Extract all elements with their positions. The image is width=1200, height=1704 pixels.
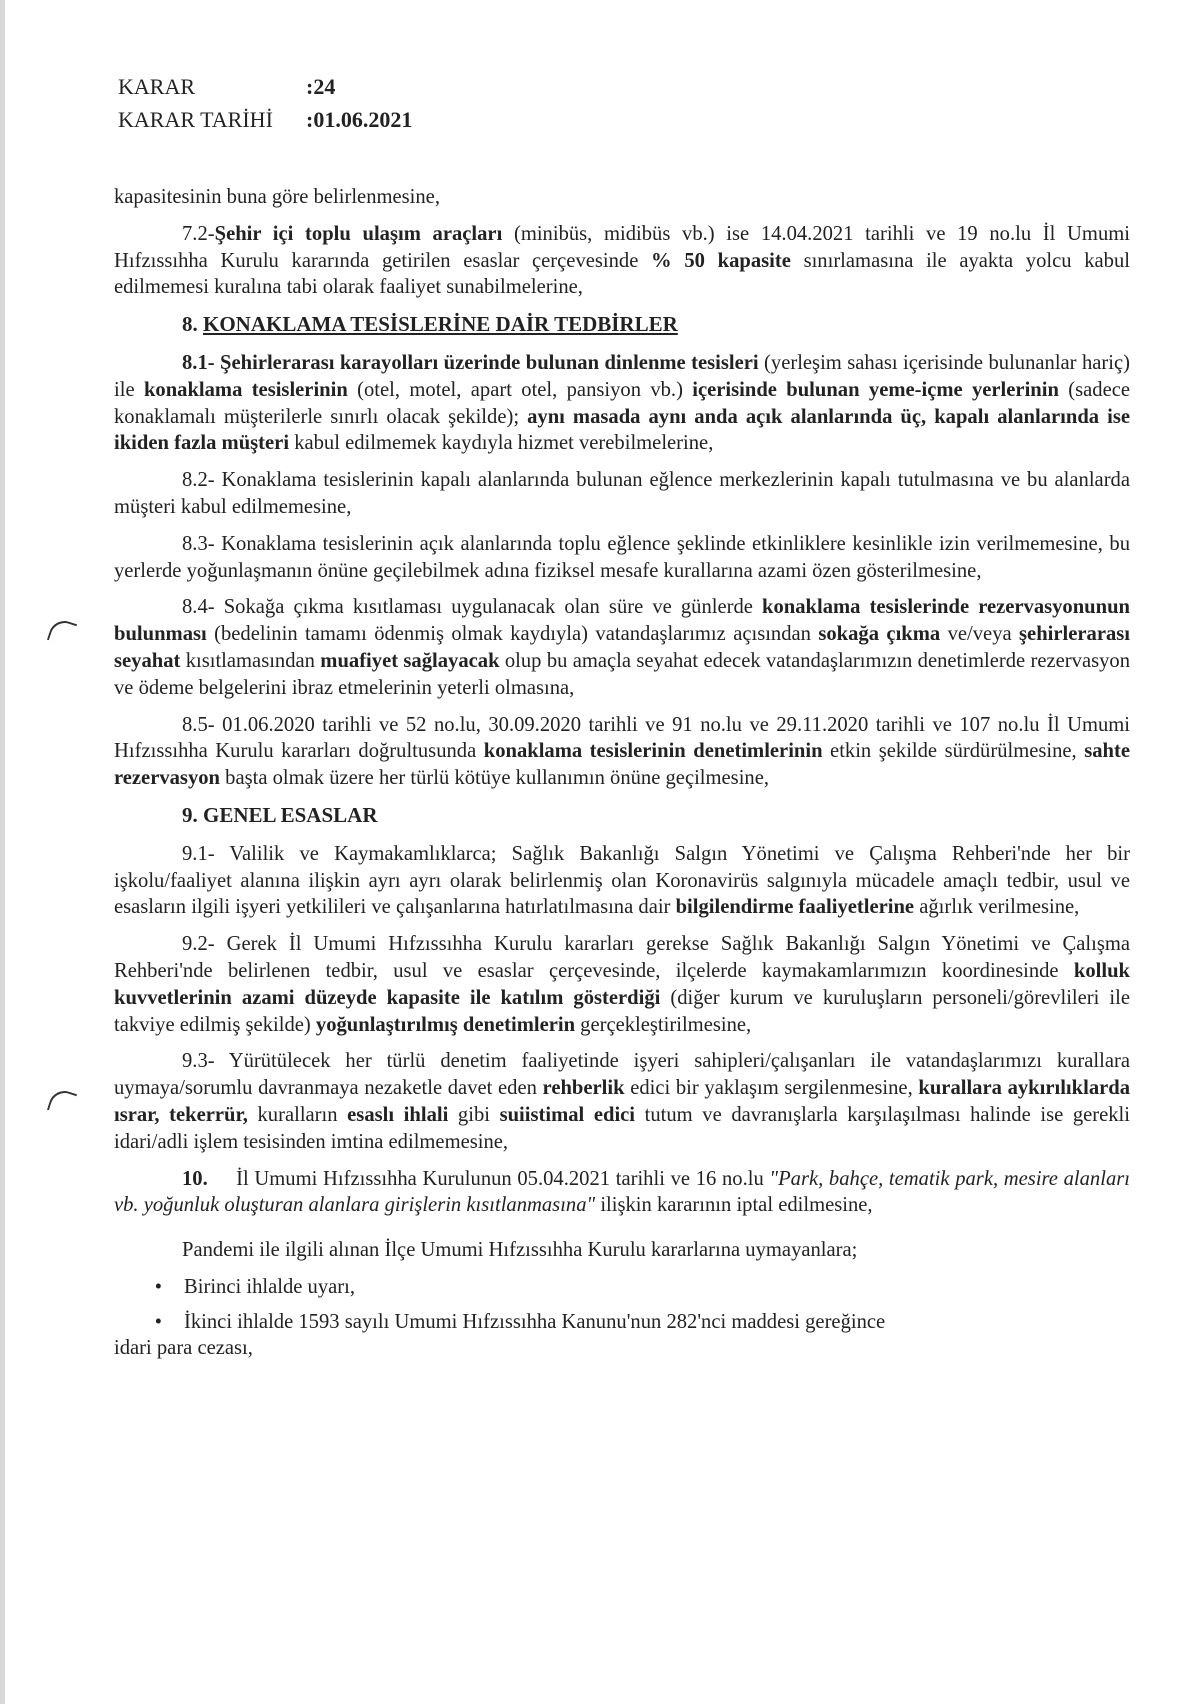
section-8-heading: 8. KONAKLAMA TESİSLERİNE DAİR TEDBİRLER [182,312,678,337]
decision-header [118,70,412,136]
paragraph-8-2: 8.2- Konaklama tesislerinin kapalı alanlarında bulunan eğlence merkezlerinin kapalı tutulmasına ve bu alanlarda müşteri kabul edilmemesine, [114,469,1130,518]
section-9-heading: 9. GENEL ESASLAR [182,802,378,827]
paragraph-9-3: 9.3- Yürütülecek her türlü denetim faaliyetinde işyeri sahipleri/çalışanları ile vatandaşlarımızı kurallara uymaya/sorumlu davranmaya nezaketle davet eden rehberlik edici bir yaklaşım sergilenmesine, kurallara aykırılıklarda ısrar, tekerrür, kuralların esaslı ihlali gibi suiistimal edici tutum ve davranışlarla karşılaşılması halinde ise gerekli idari/adli işlem tesisinden imtina edilmemesine, [114,1050,1131,1153]
list-item-continuation: idari para cezası, [114,1337,253,1360]
paragraph-7-2: 7.2-Şehir içi toplu ulaşım araçları (minibüs, midibüs vb.) ise 14.04.2021 tarihli ve 19 no.lu İl Umumi Hıfzıssıhha Kurulu kararında getirilen esaslar çerçevesinde % 50 kapasite sınırlamasına ile ayakta yolcu kabul edilmemesi kuralına tabi olarak faaliyet sunabilmelerine, [114,222,1130,299]
punch-hole-mark [47,617,77,647]
karar-number: :24 [306,74,336,99]
paragraph-10: 10. İl Umumi Hıfzıssıhha Kurulunun 05.04.2021 tarihli ve 16 no.lu "Park, bahçe, tematik park, mesire alanları vb. yoğunluk oluşturan alanlara girişlerin kısıtlanmasına" ilişkin kararının iptal edilmesine, [114,1167,1130,1217]
karar-tarihi-label: KARAR TARİHİ [118,107,273,132]
bullet-icon: • [154,1310,162,1333]
paragraph-9-1: 9.1- Valilik ve Kaymakamlıklarca; Sağlık Bakanlığı Salgın Yönetimi ve Çalışma Rehberi'nde her bir işkolu/faaliyet alanına ilişkin ayrı ayrı olarak belirlenmiş olan Koronavirüs salgınıyla mücadele amaçlı tedbir, usul ve esasların ilgili işyeri yetkilileri ve çalışanlarına hatırlatılmasına dair bilgilendirme faaliyetlerine ağırlık verilmesine, [114,842,1131,919]
karar-tarihi-value: :01.06.2021 [306,107,413,132]
bullet-icon: • [154,1275,162,1298]
list-item: • İkinci ihlalde 1593 sayılı Umumi Hıfzıssıhha Kanunu'nun 282'nci maddesi gereğince [114,1309,1130,1336]
punch-hole-mark [47,1087,77,1117]
paragraph-8-1: 8.1- Şehirlerarası karayolları üzerinde bulunan dinlenme tesisleri (yerleşim sahası içerisinde bulunanlar hariç) ile konaklama tesislerinin (otel, motel, apart otel, pansiyon vb.) içerisinde bulunan yeme-içme yerlerinin (sadece konaklamalı müşterilerle sınırlı olacak şekilde); aynı masada aynı anda açık alanlarında üç, kapalı alanlarında ise ikiden fazla müşteri kabul edilmemek kaydıyla hizmet verebilmelerine, [114,351,1130,455]
paragraph-continuation: kapasitesinin buna göre belirlenmesine, [114,186,440,208]
paragraph-8-4: 8.4- Sokağa çıkma kısıtlaması uygulanacak olan süre ve günlerde konaklama tesislerinde rezervasyonunun bulunması (bedelinin tamamı ödenmiş olmak kaydıyla) vatandaşlarımız açısından sokağa çıkma ve/veya şehirlerarası seyahat kısıtlamasından muafiyet sağlayacak olup bu amaçla seyahat edecek vatandaşlarımızın denetimlerde rezervasyon ve ödeme belgelerini ibraz etmelerinin yeterli olmasına, [114,596,1130,699]
document-body [114,184,1130,1372]
karar-label: KARAR [118,74,196,99]
paragraph-8-3: 8.3- Konaklama tesislerinin açık alanlarında toplu eğlence şeklinde etkinliklere kesinlikle izin verilmemesine, bu yerlerde yoğunlaşmanın önüne geçilebilmek adına fiziksel mesafe kurallarına azami özen gösterilmesine, [114,532,1131,582]
paragraph-8-5: 8.5- 01.06.2020 tarihli ve 52 no.lu, 30.09.2020 tarihli ve 91 no.lu ve 29.11.2020 tarihli ve 107 no.lu İl Umumi Hıfzıssıhha Kurulu kararları doğrultusunda konaklama tesislerinin denetimlerinin etkin şekilde sürdürülmesine, sahte rezervasyon başta olmak üzere her türlü kötüye kullanımın önüne geçilmesine, [114,713,1130,790]
closing-paragraph: Pandemi ile ilgili alınan İlçe Umumi Hıfzıssıhha Kurulu kararlarına uymayanlara; [182,1239,858,1262]
list-item: • Birinci ihlalde uyarı, [114,1274,1130,1301]
paragraph-9-2: 9.2- Gerek İl Umumi Hıfzıssıhha Kurulu kararları gerekse Sağlık Bakanlığı Salgın Yönetimi ve Çalışma Rehberi'nde belirlenen tedbir, usul ve esaslar çerçevesinde, ilçelerde kaymakamlarımızın koordinesinde kolluk kuvvetlerinin azami düzeyde kapasite ile katılım gösterdiği (diğer kurum ve kuruluşların personeli/görevlileri ile takviye edilmiş şekilde) yoğunlaştırılmış denetimlerin gerçekleştirilmesine, [114,933,1130,1036]
scan-edge [0,0,5,1704]
